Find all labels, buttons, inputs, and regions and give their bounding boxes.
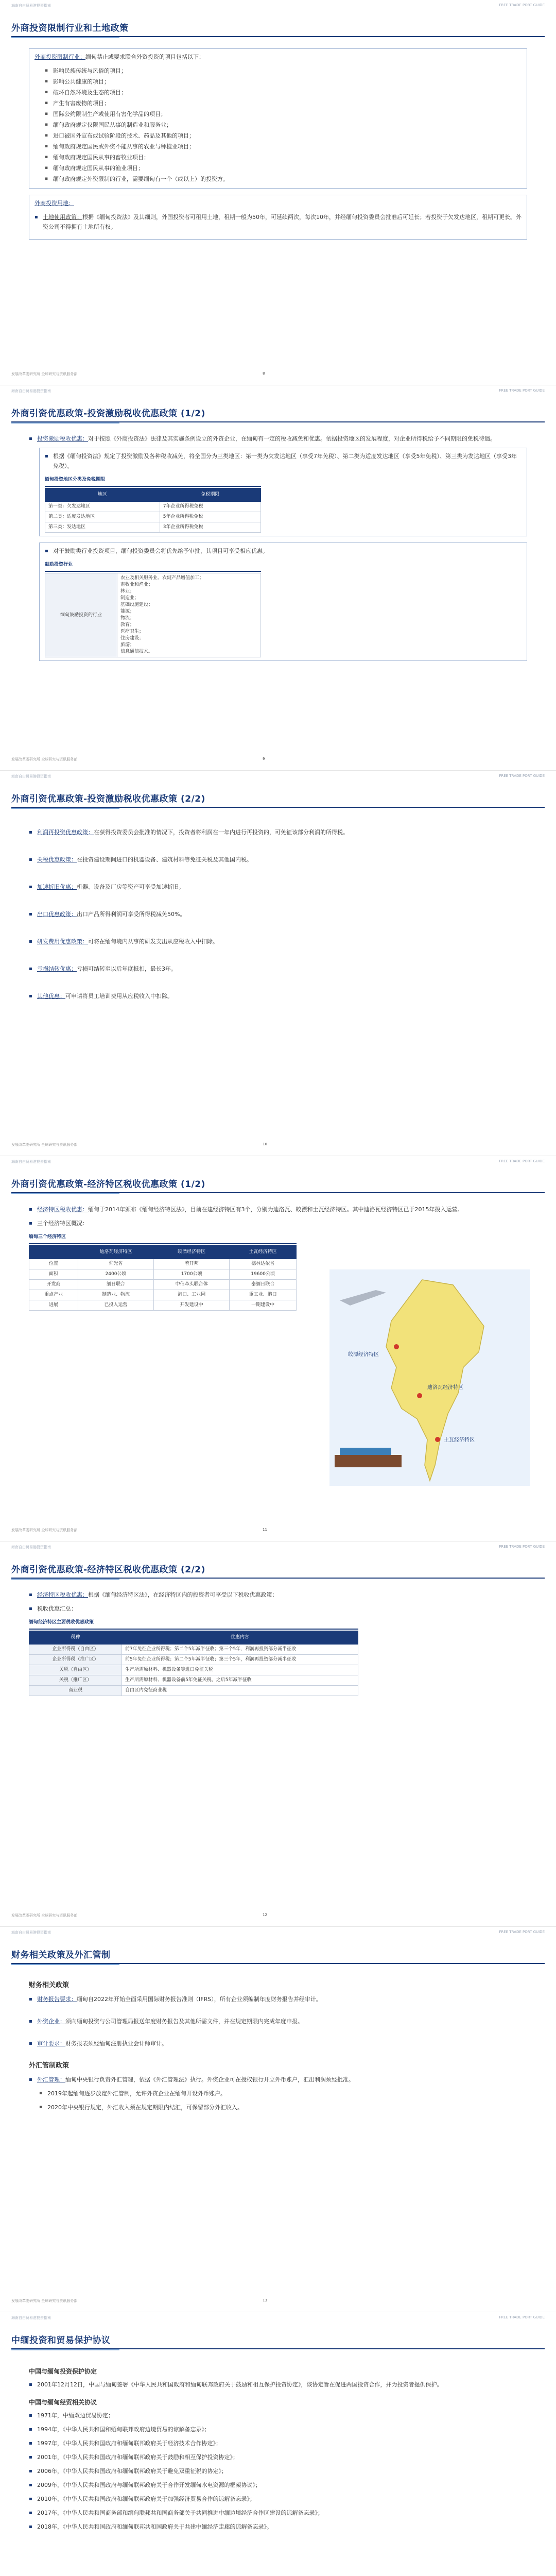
encouraged-box xyxy=(39,543,527,661)
header-left: 海南自由贸易港投资指南 xyxy=(11,1545,51,1549)
slide-6 xyxy=(0,1927,556,2312)
incentive-label: 加速折旧优惠： xyxy=(37,884,77,890)
slide-footer xyxy=(11,1142,545,1147)
incentive-label: 研发费用优惠政策： xyxy=(37,938,88,945)
slide-1 xyxy=(0,0,556,385)
agreement-item: ▪ 2001年12月12日，中国与缅甸签署《中华人民共和国政府和缅甸联邦政府关于鼓励和相互保护投资协定》，该协定旨在促进两国投资合作，并为投资者提供保护。 xyxy=(29,2380,527,2389)
table-cell: 开发商 xyxy=(29,1280,78,1290)
table-row xyxy=(29,1259,297,1269)
slide-body xyxy=(29,1975,527,2116)
region-box xyxy=(39,448,527,536)
slide-header xyxy=(0,1927,556,1937)
slide-body xyxy=(29,48,527,246)
table-row xyxy=(29,1300,297,1311)
table-cell: 19600公顷 xyxy=(230,1269,297,1280)
incentive-text: 出口产品所得利润可享受所得税减免50%。 xyxy=(77,911,186,918)
p1-label: 经济特区税收优惠： xyxy=(37,1591,88,1598)
slide-title: 外商引资优惠政策-经济特区税收优惠政策 (2/2) xyxy=(11,1565,205,1575)
table-row xyxy=(29,1269,297,1280)
agreement-item: ▪ 2017年，《中华人民共和国商务部和缅甸联邦共和国商务部关于共同推进中缅边境经济合作区建设的谅解备忘录》； xyxy=(29,2508,527,2518)
table-row xyxy=(45,522,261,533)
policy-label: 审计要求： xyxy=(37,2040,65,2047)
table-cell: 2400公顷 xyxy=(78,1269,153,1280)
slide-7 xyxy=(0,2312,556,2576)
table-row xyxy=(29,1290,297,1300)
list-item: ▪ 缅甸政府规定国民从事的畜牧业项目； xyxy=(45,152,522,162)
agreement-item: ▪ 1971年，中缅双边贸易协定； xyxy=(29,2411,527,2420)
table-cell: 前5年免征企业所得税；第二个5年减半征收；第三个5年，利润再投资部分减半征收 xyxy=(122,1655,358,1665)
slide-title: 外商投资限制行业和土地政策 xyxy=(11,23,129,33)
incentive-label: 利润再投资优惠政策： xyxy=(37,829,94,836)
page-number: 8 xyxy=(263,371,265,376)
list-item: 医疗卫生； xyxy=(120,629,144,634)
section-heading: 中国与缅甸投资保护协定 xyxy=(29,2368,97,2375)
list-item: 物流； xyxy=(120,616,135,621)
header-left: 海南自由贸易港投资指南 xyxy=(11,389,51,393)
intro-text: 缅甸禁止或要求联合外资投资的项目包括以下： xyxy=(85,54,204,60)
land-text: 根据《缅甸投资法》及其细则，外国投资者可租用土地，租期一般为50年，可延续两次，每次10年，并经缅甸投资委员会批准后可延长；若投资于欠发达地区，租期可更长。外资公司不得拥有土地所有权。 xyxy=(43,214,522,230)
slide-body xyxy=(29,2361,527,2536)
list-item: 农业及相关服务业、农副产品增值加工； xyxy=(120,575,204,581)
header-right: FREE TRADE PORT GUIDE xyxy=(499,1930,545,1934)
table-header xyxy=(29,1246,78,1259)
header-left: 海南自由贸易港投资指南 xyxy=(11,4,51,8)
slide-body xyxy=(29,1590,527,1696)
list-item: 信息通信技术。 xyxy=(120,649,153,654)
table-row xyxy=(29,1665,358,1675)
list-item: 能源； xyxy=(120,609,135,614)
incentive-row xyxy=(29,937,527,946)
header-right: FREE TRADE PORT GUIDE xyxy=(499,1545,545,1549)
p1-text: 对于按照《外商投资法》法律及其实施条例设立的外资企业，在缅甸有一定的税收减免和优惠。依据投资地区的发展程度，对企业所得税给予不同期限的免税待遇。 xyxy=(88,435,496,442)
policy-label: 外资企业： xyxy=(37,2018,65,2025)
list-item: ▪ 缅甸政府规定国民从事的渔业项目； xyxy=(45,163,522,173)
list-item: ▪ 进口被国外宣布或试验阶段的技术、药品及其他的项目； xyxy=(45,131,522,141)
agreement-item: ▪ 2010年，《中华人民共和国政府和缅甸联邦政府关于加强经济贸易合作的谅解备忘录》； xyxy=(29,2494,527,2504)
header-left: 海南自由贸易港投资指南 xyxy=(11,1160,51,1164)
incentive-label: 亏损结转优惠： xyxy=(37,965,77,972)
agreement-item: ▪ 1997年，《中华人民共和国政府和缅甸联邦政府关于经济技术合作协定》； xyxy=(29,2438,527,2448)
header-left: 海南自由贸易港投资指南 xyxy=(11,2316,51,2320)
table-cell: 关税（自由区） xyxy=(29,1665,122,1675)
list-item: ▪ 影响公共健康的项目； xyxy=(45,77,522,87)
table-cell: 制造业、物流 xyxy=(78,1290,153,1300)
zones-table xyxy=(29,1245,297,1311)
incentive-text: 在获得投资委员会批准的情况下，投资者将利润在一年内进行再投资的，可免征该部分利润的所得税。 xyxy=(94,829,349,836)
table-row xyxy=(29,1675,358,1686)
policy-text: 财务报表须经缅甸注册执业会计师审计。 xyxy=(65,2040,167,2047)
table-cell: 第一类：欠发达地区 xyxy=(45,502,160,512)
p1-text: 缅甸于2014年颁布《缅甸经济特区法》，目前在建经济特区有3个，分别为迪洛瓦、皎漂和土瓦经济特区。其中迪洛瓦经济特区已于2015年投入运营。 xyxy=(88,1206,463,1213)
table-cell: 若开邦 xyxy=(154,1259,230,1269)
slide-title: 外商引资优惠政策-经济特区税收优惠政策 (1/2) xyxy=(11,1179,205,1190)
table-cell: 缅日联合 xyxy=(78,1280,153,1290)
slide-5 xyxy=(0,1541,556,1927)
incentive-row xyxy=(29,909,527,919)
section-heading: 财务相关政策 xyxy=(29,1981,70,1989)
table-cell: 泰缅日联合 xyxy=(230,1280,297,1290)
slide-header xyxy=(0,1541,556,1552)
list-item: 畜牧业和渔业； xyxy=(120,582,153,587)
incentive-row xyxy=(29,882,527,892)
list-item: 基础设施建设； xyxy=(120,602,153,607)
slide-header xyxy=(0,385,556,396)
policy-item xyxy=(29,1994,527,2004)
slide-4 xyxy=(0,1156,556,1541)
footer-left: 发展改革委研究所 全球研究与资讯服务部 xyxy=(11,1913,78,1918)
table-header: 土瓦经济特区 xyxy=(230,1246,297,1259)
cargo-containers xyxy=(340,1448,391,1455)
incentive-row xyxy=(29,964,527,974)
footer-left: 发展改革委研究所 全球研究与资讯服务部 xyxy=(11,2299,78,2303)
summary-lead: ▪ 税收优惠汇总： xyxy=(29,1604,527,1614)
slide-title: 财务相关政策及外汇管制 xyxy=(11,1950,111,1960)
table-cell: 重工业、港口 xyxy=(230,1290,297,1300)
page-number: 9 xyxy=(263,757,265,761)
p1-text: 根据《缅甸经济特区法》，在经济特区内的投资者可享受以下税收优惠政策： xyxy=(88,1591,278,1598)
slide-footer xyxy=(11,371,545,377)
list-item: ▪ 破坏自然环境及生态的项目； xyxy=(45,88,522,97)
policy-label: 财务报告要求： xyxy=(37,1996,77,2003)
agreement-item: ▪ 2001年，《中华人民共和国政府和缅甸联邦政府关于鼓励和相互保护投资协定》； xyxy=(29,2452,527,2462)
incentive-row xyxy=(29,991,527,1001)
policy-label: 外汇管理： xyxy=(37,2076,65,2083)
p1-label: 投资激励税收优惠： xyxy=(37,435,88,442)
table2-caption: 鼓励投资行业 xyxy=(45,560,261,572)
table-cell: 自由区内免征商业税 xyxy=(122,1686,358,1696)
table-cell: 关税（推广区） xyxy=(29,1675,122,1686)
list-item: 制造业； xyxy=(120,596,140,601)
agreement-item: ▪ 2018年，《中华人民共和国政府和缅甸联邦共和国政府关于共建中缅经济走廊的谅解备忘录》。 xyxy=(29,2522,527,2532)
sub-item: ▪ 2020年中央银行规定，外汇收入须在规定期限内结汇，可保留部分外汇收入。 xyxy=(39,2103,527,2112)
title-rule-accent xyxy=(11,1579,119,1580)
region-text: ▪ 根据《缅甸投资法》规定了投资激励及各种税收减免，将全国分为三类地区：第一类为欠发达地区（享受7年免税）、第二类为适度发达地区（享受5年免税）、第三类为发达地区（享受3年免税）。 xyxy=(45,451,522,471)
sub-item: ▪ 2019年起缅甸逐步放宽外汇管制，允许外资企业在缅甸开设外币账户。 xyxy=(39,2089,527,2098)
slide-footer xyxy=(11,757,545,762)
list-item: 住房建设； xyxy=(120,636,144,641)
encouraged-table xyxy=(45,573,261,657)
title-rule-accent xyxy=(11,37,119,38)
agreement-item: ▪ 2006年，《中华人民共和国政府和缅甸联邦政府关于避免双重征税的协定》； xyxy=(29,2466,527,2476)
map-label-thilawa: 迪洛瓦经济特区 xyxy=(427,1385,463,1391)
incentive-text: 机器、设备及厂房等资产可享受加速折旧。 xyxy=(77,884,184,890)
slide-footer xyxy=(11,1913,545,1918)
zones-table-caption: 缅甸三个经济特区 xyxy=(29,1232,297,1244)
list-item: ▪ 影响民族传统与风俗的项目； xyxy=(45,66,522,76)
slide-title: 外商引资优惠政策-投资激励税收优惠政策 (1/2) xyxy=(11,409,205,419)
kyaukphyu-marker xyxy=(394,1344,399,1349)
policy-item xyxy=(29,2075,527,2084)
region-table xyxy=(45,488,261,533)
tax-table-caption: 缅甸经济特区主要税收优惠政策 xyxy=(29,1618,358,1630)
title-rule-accent xyxy=(11,808,119,809)
encouraged-text: ▪ 对于鼓励类行业投资项目，缅甸投资委员会将优先给予审批，其项目可享受相应优惠。 xyxy=(45,546,522,556)
table-cell: 一期建设中 xyxy=(230,1300,297,1311)
slide-header xyxy=(0,0,556,10)
intro-label: 外商投资限制行业： xyxy=(34,54,85,60)
table-cell: 仰光省 xyxy=(78,1259,153,1269)
section-heading: 中国与缅甸经贸相关协议 xyxy=(29,2399,97,2406)
table-cell: 5年企业所得税免税 xyxy=(160,512,260,522)
incentive-text: 可将在缅甸境内从事的研发支出从应税收入中扣除。 xyxy=(88,938,218,945)
p1-label: 经济特区税收优惠： xyxy=(37,1206,88,1213)
restricted-list xyxy=(34,66,522,184)
header-right: FREE TRADE PORT GUIDE xyxy=(499,388,545,393)
table-row xyxy=(45,573,261,657)
header-right: FREE TRADE PORT GUIDE xyxy=(499,1159,545,1163)
slide-body xyxy=(29,827,527,1019)
slide-2 xyxy=(0,385,556,771)
header-right: FREE TRADE PORT GUIDE xyxy=(499,3,545,7)
slide-header xyxy=(0,1156,556,1166)
incentive-label: 关税优惠政策： xyxy=(37,856,77,863)
policy-item xyxy=(29,2039,527,2048)
restricted-industries-box xyxy=(29,48,527,189)
table-header: 迪洛瓦经济特区 xyxy=(78,1246,153,1259)
table-cell: 前7年免征企业所得税；第二个5年减半征收；第三个5年，利润再投资部分减半征收 xyxy=(122,1645,358,1655)
header-left: 海南自由贸易港投资指南 xyxy=(11,774,51,778)
slide-header xyxy=(0,771,556,781)
table-row xyxy=(29,1645,358,1655)
policy-text: 缅甸自2022年开始全面采用国际财务报告准则（IFRS），所有企业须编制年度财务报告并经审计。 xyxy=(77,1996,322,2003)
agreement-item: ▪ 1994年，《中华人民共和国和缅甸联邦政府边境贸易的谅解备忘录》； xyxy=(29,2425,527,2434)
list-item: 林业； xyxy=(120,589,135,594)
map-label-kyaukphyu: 皎漂经济特区 xyxy=(348,1352,379,1358)
header-right: FREE TRADE PORT GUIDE xyxy=(499,2315,545,2319)
table-cell: 1700公顷 xyxy=(154,1269,230,1280)
table-cell: 生产所需原材料、机器设备等进口免征关税 xyxy=(122,1665,358,1675)
slide-footer xyxy=(11,2298,545,2303)
table-header: 免税期限 xyxy=(160,488,260,502)
table-cell: 重点产业 xyxy=(29,1290,78,1300)
table-cell: 位置 xyxy=(29,1259,78,1269)
list-item: ▪ 缅甸政府规定外资限制的行业，需要缅甸有一个（或以上）的投资方。 xyxy=(45,174,522,184)
tax-table xyxy=(29,1631,358,1696)
table-cell: 德林达依省 xyxy=(230,1259,297,1269)
list-item: ▪ 缅甸政府规定仅限国民从事的制造业和服务业； xyxy=(45,120,522,130)
title-rule-accent xyxy=(11,1193,119,1194)
cargo-ship-icon xyxy=(335,1455,402,1467)
table-cell: 企业所得税（推广区） xyxy=(29,1655,122,1665)
incentive-label: 出口优惠政策： xyxy=(37,911,77,918)
table-cell: 面积 xyxy=(29,1269,78,1280)
incentive-text: 亏损可结转至以后年度抵扣，最长3年。 xyxy=(77,965,177,972)
table-cell: 缅甸鼓励投资的行业 xyxy=(45,573,117,657)
table-cell: 进展 xyxy=(29,1300,78,1311)
list-item: ▪ 缅甸政府规定国民或外资不能从事的农业与种植业项目； xyxy=(45,142,522,151)
slide-footer xyxy=(11,1528,545,1533)
table-cell: 生产所需原材料、机器设备前5年免征关税，之后5年减半征收 xyxy=(122,1675,358,1686)
slide-header xyxy=(0,2312,556,2323)
list-item: ▪ 产生有害废物的项目； xyxy=(45,98,522,108)
footer-left: 发展改革委研究所 全球研究与资讯服务部 xyxy=(11,372,78,376)
table-cell: 3年企业所得税免税 xyxy=(160,522,260,533)
footer-left: 发展改革委研究所 全球研究与资讯服务部 xyxy=(11,1143,78,1147)
table-cell: 企业所得税（自由区） xyxy=(29,1645,122,1655)
footer-left: 发展改革委研究所 全球研究与资讯服务部 xyxy=(11,1528,78,1532)
land-policy-box xyxy=(29,195,527,240)
slide-title: 外商引资优惠政策-投资激励税收优惠政策 (2/2) xyxy=(11,794,205,804)
dawei-marker xyxy=(435,1437,440,1442)
table-cell: 中信牵头联合体 xyxy=(154,1280,230,1290)
header-left: 海南自由贸易港投资指南 xyxy=(11,1930,51,1935)
zones-lead: ▪ 三个经济特区概况： xyxy=(29,1218,527,1228)
table-header: 地区 xyxy=(45,488,160,502)
page-number: 12 xyxy=(263,1913,267,1917)
table-cell: 港口、工业园 xyxy=(154,1290,230,1300)
slide-body xyxy=(29,434,527,667)
table-cell: 第二类：适度发达地区 xyxy=(45,512,160,522)
agreement-item: ▪ 2009年，《中华人民共和国政府与缅甸联邦政府关于合作开发缅甸水电资源的框架协议》； xyxy=(29,2480,527,2490)
table-header: 优惠内容 xyxy=(122,1631,358,1645)
table-cell: 开发建设中 xyxy=(154,1300,230,1311)
page-number: 10 xyxy=(263,1142,267,1146)
incentive-text: 可申请将员工培训费用从应税收入中扣除。 xyxy=(65,993,173,999)
title-rule-accent xyxy=(11,422,119,423)
page-number: 13 xyxy=(263,2298,267,2302)
title-rule-accent xyxy=(11,2349,119,2350)
list-item: 教育； xyxy=(120,622,135,628)
land-label: 外商投资用地： xyxy=(34,200,74,207)
myanmar-map-illustration xyxy=(329,1269,530,1486)
table-cell: 第三类：发达地区 xyxy=(45,522,160,533)
table1-caption: 缅甸投资地区分类及免税期限 xyxy=(45,475,261,487)
header-right: FREE TRADE PORT GUIDE xyxy=(499,774,545,778)
policy-text: 缅甸中央银行负责外汇管理，依据《外汇管理法》执行。外资企业可在授权银行开立外币账户，汇出利润须经批准。 xyxy=(65,2076,354,2083)
incentive-label: 其他优惠： xyxy=(37,993,65,999)
incentive-row xyxy=(29,855,527,865)
policy-text: 须向缅甸投资与公司管理局报送年度财务报告及其他所需文件，并在规定期限内完成年度申报。 xyxy=(65,2018,303,2025)
policy-item xyxy=(29,2016,527,2026)
thilawa-marker xyxy=(417,1393,422,1398)
slide-3 xyxy=(0,771,556,1156)
title-rule-accent xyxy=(11,1964,119,1965)
footer-left: 发展改革委研究所 全球研究与资讯服务部 xyxy=(11,757,78,761)
incentive-row xyxy=(29,827,527,837)
table-cell xyxy=(117,573,261,657)
list-item: 旅游； xyxy=(120,642,135,648)
table-cell: 已投入运营 xyxy=(78,1300,153,1311)
map-label-dawei: 土瓦经济特区 xyxy=(444,1437,475,1443)
list-item: ▪ 国际公约限制生产或使用有害化学品的项目； xyxy=(45,109,522,119)
land-lead: 土地使用政策： xyxy=(43,214,82,221)
table-header: 税种 xyxy=(29,1631,122,1645)
incentive-text: 在投资建设期间进口的机器设备、建筑材料等免征关税及其他国内税。 xyxy=(77,856,252,863)
section-heading: 外汇管制政策 xyxy=(29,2062,70,2070)
table-header: 皎漂经济特区 xyxy=(154,1246,230,1259)
table-cell: 7年企业所得税免税 xyxy=(160,502,260,512)
table-row xyxy=(29,1686,358,1696)
slide-title: 中缅投资和贸易保护协议 xyxy=(11,2335,111,2346)
table-cell: 商业税 xyxy=(29,1686,122,1696)
page-number: 11 xyxy=(263,1528,267,1532)
table-row xyxy=(29,1655,358,1665)
table-row xyxy=(45,502,261,512)
table-row xyxy=(29,1280,297,1290)
table-row xyxy=(45,512,261,522)
